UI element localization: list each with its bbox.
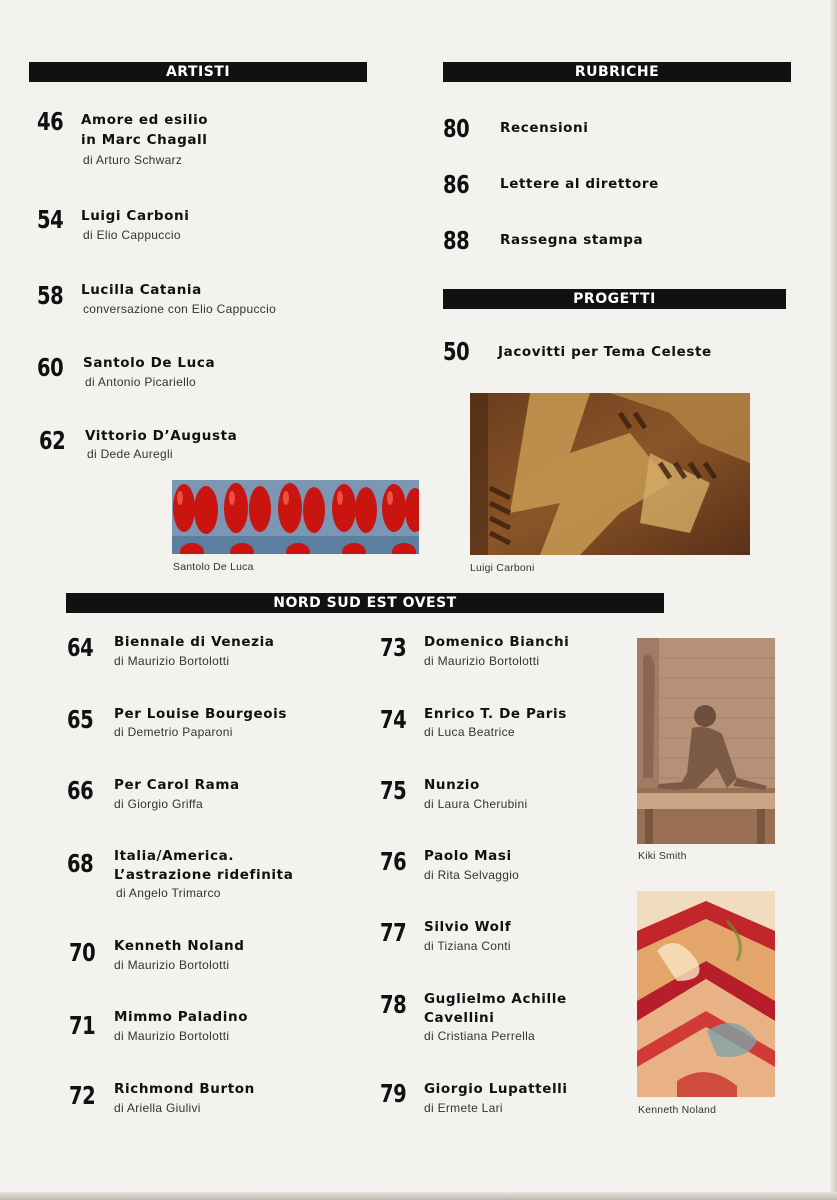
article-title: Recensioni [500, 120, 589, 136]
page-number: 70 [69, 938, 96, 967]
article-title: Paolo Masi [424, 848, 512, 864]
page-number: 79 [380, 1079, 407, 1108]
article-author: di Cristiana Perrella [424, 1029, 536, 1043]
page-number: 77 [380, 918, 407, 947]
article-author: di Maurizio Bortolotti [114, 654, 230, 668]
article-title: Kenneth Noland [114, 938, 245, 954]
article-author: di Maurizio Bortolotti [114, 1029, 230, 1043]
article-author: di Angelo Trimarco [116, 886, 221, 900]
article-title: Guglielmo Achille [424, 991, 567, 1007]
section-header-artisti: ARTISTI [29, 62, 367, 82]
article-author: di Elio Cappuccio [83, 228, 181, 242]
page-number: 78 [380, 990, 407, 1019]
page-number: 54 [37, 205, 64, 234]
article-title: Amore ed esilio [81, 112, 209, 128]
article-title: Giorgio Lupattelli [424, 1081, 568, 1097]
image-caption: Luigi Carboni [470, 562, 535, 574]
article-author: di Laura Cherubini [424, 797, 528, 811]
page-number: 75 [380, 776, 407, 805]
page-number: 88 [443, 226, 470, 255]
page-number: 68 [67, 849, 94, 878]
section-header-nord-sud-est-ovest: NORD SUD EST OVEST [66, 593, 664, 613]
article-author: di Luca Beatrice [424, 725, 515, 739]
page-number: 62 [39, 426, 66, 455]
page-number: 50 [443, 337, 470, 366]
page-number: 86 [443, 170, 470, 199]
article-title: Domenico Bianchi [424, 634, 570, 650]
kiki-smith-image [637, 638, 775, 844]
page-number: 64 [67, 633, 94, 662]
image-caption: Kenneth Noland [638, 1104, 717, 1116]
page-number: 66 [67, 776, 94, 805]
article-title: Santolo De Luca [83, 355, 216, 371]
article-author: di Maurizio Bortolotti [114, 958, 230, 972]
page-number: 71 [69, 1011, 96, 1040]
show-through-letters [40, 490, 68, 583]
article-title: Silvio Wolf [424, 919, 512, 935]
article-title: L’astrazione ridefinita [114, 867, 294, 883]
article-author: di Ermete Lari [424, 1101, 503, 1115]
article-title: Cavellini [424, 1010, 495, 1026]
article-title: Lettere al direttore [500, 176, 659, 192]
article-author: di Antonio Picariello [85, 375, 197, 389]
image-caption: Kiki Smith [638, 850, 687, 862]
page-number: 76 [380, 847, 407, 876]
article-title: Per Louise Bourgeois [114, 706, 288, 722]
page-number: 65 [67, 705, 94, 734]
article-title: Richmond Burton [114, 1081, 255, 1097]
article-title: Italia/America. [114, 848, 235, 864]
show-through-text [300, 130, 311, 170]
article-title: Rassegna stampa [500, 232, 644, 248]
article-author: di Ariella Giulivi [114, 1101, 201, 1115]
page-number: 72 [69, 1081, 96, 1110]
page-number: 74 [380, 705, 407, 734]
article-title: Mimmo Paladino [114, 1009, 249, 1025]
article-author: di Arturo Schwarz [83, 153, 183, 167]
article-title: in Marc Chagall [81, 132, 208, 148]
page-number: 80 [443, 114, 470, 143]
santolo-de-luca-image [172, 480, 419, 554]
article-title: Luigi Carboni [81, 208, 190, 224]
article-author: di Giorgio Griffa [114, 797, 203, 811]
page-edge [0, 1192, 837, 1200]
kenneth-noland-image [637, 891, 775, 1097]
section-header-rubriche: RUBRICHE [443, 62, 791, 82]
page-number: 73 [380, 633, 407, 662]
article-title: Vittorio D’Augusta [85, 428, 238, 444]
article-author: di Maurizio Bortolotti [424, 654, 540, 668]
article-title: Biennale di Venezia [114, 634, 275, 650]
article-title: Jacovitti per Tema Celeste [498, 344, 712, 360]
page-number: 58 [37, 281, 64, 310]
article-author: di Dede Auregli [87, 447, 173, 461]
article-author: di Rita Selvaggio [424, 868, 520, 882]
article-author: di Tiziana Conti [424, 939, 511, 953]
luigi-carboni-image [470, 393, 750, 555]
article-title: Enrico T. De Paris [424, 706, 567, 722]
article-title: Lucilla Catania [81, 282, 202, 298]
page-edge [831, 0, 837, 1200]
article-title: Nunzio [424, 777, 480, 793]
page-number: 46 [37, 107, 64, 136]
article-author: di Demetrio Paparoni [114, 725, 233, 739]
section-header-progetti: PROGETTI [443, 289, 786, 309]
article-author: conversazione con Elio Cappuccio [83, 302, 277, 316]
page-number: 60 [37, 353, 64, 382]
article-title: Per Carol Rama [114, 777, 240, 793]
image-caption: Santolo De Luca [173, 561, 254, 573]
